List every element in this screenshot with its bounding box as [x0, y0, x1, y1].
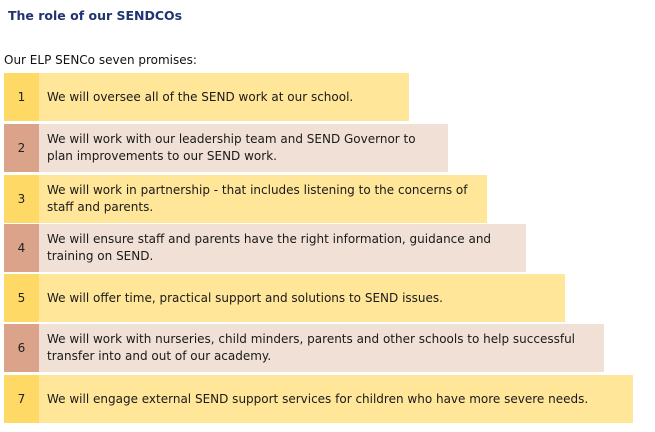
promise-text-box — [39, 73, 409, 121]
promise-text: We will ensure staff and parents have the right information, guidance and training on SEND. — [47, 232, 492, 263]
promise-5 — [4, 274, 565, 322]
intro-text: Our ELP SENCo seven promises: — [4, 53, 197, 67]
promise-7 — [4, 375, 633, 423]
promise-number: 4 — [4, 224, 39, 272]
promise-text-box — [39, 274, 565, 322]
promise-number: 2 — [4, 124, 39, 172]
promise-4 — [4, 224, 526, 272]
promise-number: 6 — [4, 324, 39, 372]
promise-number: 1 — [4, 73, 39, 121]
promise-text: We will work with our leadership team and SEND Governor to plan improvements to our SEND work. — [47, 132, 416, 163]
promise-6 — [4, 324, 604, 372]
promise-number: 5 — [4, 274, 39, 322]
promise-text: We will work in partnership - that includes listening to the concerns of staff and parents. — [47, 183, 468, 214]
promise-2 — [4, 124, 448, 172]
promise-text-box — [39, 324, 604, 372]
promise-text-box — [39, 175, 487, 223]
promise-1 — [4, 73, 409, 121]
page-title: The role of our SENDCOs — [8, 8, 183, 23]
promise-text-box — [39, 375, 633, 423]
promise-number: 3 — [4, 175, 39, 223]
promise-number: 7 — [4, 375, 39, 423]
promise-3 — [4, 175, 487, 223]
promise-text: We will work with nurseries, child minders, parents and other schools to help successful transfer into and out of our academy. — [47, 332, 576, 363]
promise-text: We will engage external SEND support services for children who have more severe needs. — [47, 391, 589, 406]
promise-text-box — [39, 124, 448, 172]
promise-text: We will oversee all of the SEND work at our school. — [47, 89, 354, 104]
promise-text-box — [39, 224, 526, 272]
promise-text: We will offer time, practical support and solutions to SEND issues. — [47, 290, 443, 305]
